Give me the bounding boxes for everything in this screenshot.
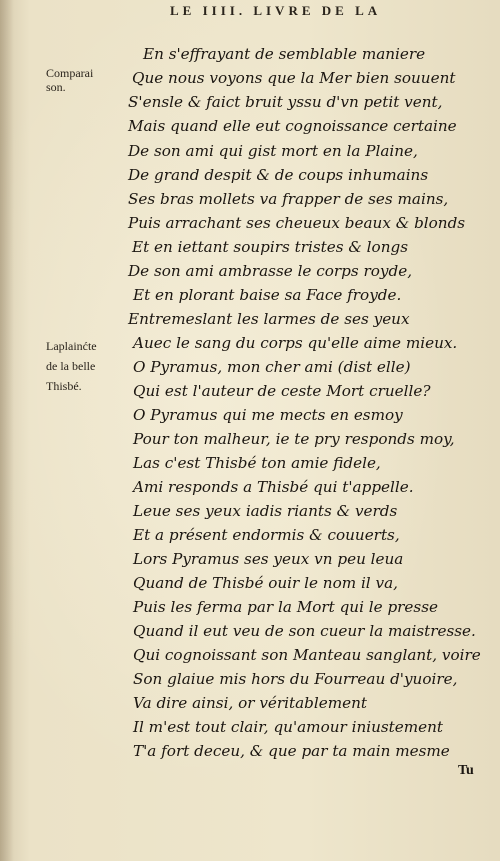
verse-line: Lors Pyramus ses yeux vn peu leua — [133, 550, 404, 568]
verse-line: Quand il eut veu de son cueur la maistresse. — [133, 622, 476, 640]
verse-line: Qui est l'auteur de ceste Mort cruelle? — [133, 382, 431, 400]
verse-line: O Pyramus, mon cher ami (dist elle) — [133, 358, 411, 376]
verse-line: T'a fort deceu, & que par ta main mesme — [133, 742, 450, 760]
verse-line: Et en iettant soupirs tristes & longs — [132, 238, 408, 256]
verse-line: Puis les ferma par la Mort qui le presse — [133, 598, 438, 616]
verse-line: Il m'est tout clair, qu'amour iniustement — [133, 718, 444, 736]
verse-line: Ami responds a Thisbé qui t'appelle. — [133, 478, 414, 496]
verse-line: Quand de Thisbé ouir le nom il va, — [133, 574, 398, 592]
margin-note-line: son. — [46, 80, 66, 94]
verse-line: De son ami ambrasse le corps royde, — [128, 262, 413, 280]
margin-note-line: Thisbé. — [46, 379, 82, 393]
verse-line: De grand despit & de coups inhumains — [128, 166, 429, 184]
verse-line: O Pyramus qui me mects en esmoy — [133, 406, 403, 424]
running-head: LE IIII. LIVRE DE LA — [170, 3, 382, 18]
verse-line: Puis arrachant ses cheueux beaux & blonds — [128, 214, 466, 232]
verse-line: Pour ton malheur, ie te pry responds moy, — [133, 430, 455, 448]
verse-line: Et en plorant baise sa Face froyde. — [133, 286, 402, 304]
verse-line: Leue ses yeux iadis riants & verds — [133, 502, 398, 520]
margin-note-line: Comparai — [46, 66, 94, 80]
margin-note-line: Laplainćte — [46, 339, 97, 353]
verse-line: Qui cognoissant son Manteau sanglant, voire — [133, 646, 481, 664]
verse-line: Las c'est Thisbé ton amie fidele, — [133, 454, 381, 472]
verse-line: Que nous voyons que la Mer bien souuent — [132, 69, 456, 87]
verse-line: Entremeslant les larmes de ses yeux — [128, 310, 410, 328]
verse-line: De son ami qui gist mort en la Plaine, — [128, 142, 418, 160]
verse-line: Et a présent endormis & couuerts, — [133, 526, 400, 544]
verse-line: Son glaiue mis hors du Fourreau d'yuoire, — [133, 670, 458, 688]
catchword: Tu — [458, 763, 474, 778]
verse-line: S'ensle & faict bruit yssu d'vn petit vent, — [128, 93, 443, 111]
margin-note-line: de la belle — [46, 359, 96, 373]
verse-line: Auec le sang du corps qu'elle aime mieux. — [133, 334, 458, 352]
verse-line: Mais quand elle eut cognoissance certaine — [128, 117, 457, 135]
verse-line: En s'effrayant de semblable maniere — [143, 45, 426, 63]
verse-line: Ses bras mollets va frapper de ses mains, — [128, 190, 449, 208]
verse-line: Va dire ainsi, or véritablement — [133, 694, 368, 712]
